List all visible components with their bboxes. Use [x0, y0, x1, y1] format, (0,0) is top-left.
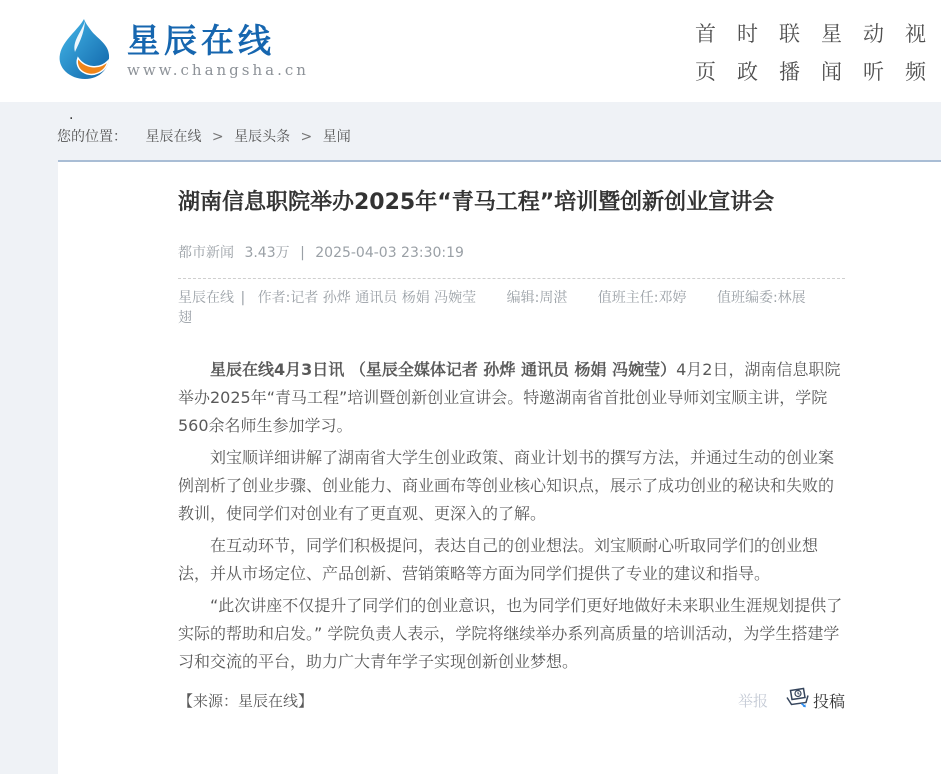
breadcrumb-link-home[interactable]: 星辰在线: [145, 129, 202, 145]
meta-datetime: 2025-04-03 23:30:19: [315, 245, 464, 261]
breadcrumb-separator: >: [300, 129, 313, 145]
meta-view-count: 3.43万: [244, 245, 290, 261]
article-title: 湖南信息职院举办2025年“青马工程”培训暨创新创业宣讲会: [178, 190, 775, 215]
article-paragraph: [178, 592, 845, 676]
article-card: [58, 160, 941, 774]
paragraph-text: 4月2日，湖南信息职院举办2025年“青马工程”培训暨创新创业宣讲会。特邀湖南省首批创业导师刘宝顺主讲，学院560余名师生参加学习。: [178, 360, 841, 435]
article-meta: [178, 242, 845, 262]
breadcrumb: [57, 126, 941, 148]
byline-editor: 编辑:周湛: [506, 290, 568, 306]
article-byline: [178, 278, 845, 328]
report-button[interactable]: 举报: [737, 691, 768, 710]
nav-item-broadcast[interactable]: 联播: [779, 22, 800, 84]
site-header: [0, 0, 941, 102]
meta-divider: |: [300, 245, 305, 261]
article-body: [178, 356, 845, 676]
logo-droplet-icon: [55, 18, 113, 84]
byline-author: 作者:记者 孙烨 通讯员 杨娟 冯婉莹: [257, 290, 477, 306]
paragraph-text: 在互动环节，同学们积极提问，表达自己的创业想法。刘宝顺耐心听取同学们的创业想法，并从市场定位、产品创新、营销策略等方面为同学们提供了专业的建议和指导。: [178, 536, 819, 583]
nav-item-home[interactable]: 首页: [695, 22, 716, 84]
byline-source: 星辰在线: [178, 290, 234, 306]
logo-url: www.changsha.cn: [127, 61, 309, 79]
breadcrumb-separator: >: [211, 129, 224, 145]
page-body: [0, 102, 941, 774]
byline-pipe: |: [240, 290, 246, 306]
nav-item-star-news[interactable]: 星闻: [821, 22, 842, 84]
article-paragraph: [178, 356, 845, 440]
breadcrumb-label: 您的位置：: [57, 129, 127, 145]
breadcrumb-area: [0, 102, 941, 148]
top-navigation: [694, 11, 931, 91]
stray-dot: .: [69, 107, 74, 123]
article-paragraph: [178, 444, 845, 528]
footer-actions: [738, 686, 845, 714]
paragraph-text: “此次讲座不仅提升了同学们的创业意识，也为同学们更好地做好未来职业生涯规划提供了实际的帮助和启发。” 学院负责人表示，学院将继续举办系列高质量的培训活动，为学生搭建学习和交流的平台，助力广大青年学子实现创新创业梦想。: [178, 596, 843, 671]
submit-envelope-icon: [784, 686, 813, 714]
paragraph-text: 刘宝顺详细讲解了湖南省大学生创业政策、商业计划书的撰写方法，并通过生动的创业案例剖析了创业步骤、创业能力、商业画布等创业核心知识点，展示了成功创业的秘诀和失败的教训，使同学们对创业有了更直观、更深入的了解。: [178, 448, 835, 523]
site-logo[interactable]: [55, 18, 309, 84]
byline-duty-committee: 值班编委:林展翅: [178, 290, 806, 326]
submit-label: 投稿: [812, 691, 845, 711]
breadcrumb-link-headlines[interactable]: 星辰头条: [234, 129, 291, 145]
article-paragraph: [178, 532, 845, 588]
source-label: 【来源：星辰在线】: [178, 691, 314, 710]
breadcrumb-link-star-news[interactable]: 星闻: [322, 129, 351, 145]
logo-title: 星辰在线: [127, 21, 275, 60]
byline-duty-director: 值班主任:邓婷: [597, 290, 687, 306]
submit-article-button[interactable]: [784, 686, 845, 714]
meta-channel: 都市新闻: [178, 245, 234, 261]
nav-item-audio[interactable]: 动听: [863, 22, 884, 84]
nav-item-politics[interactable]: 时政: [737, 22, 758, 84]
nav-item-video[interactable]: 视频: [905, 22, 926, 84]
article-footer: [178, 686, 845, 714]
paragraph-lead: 星辰在线4月3日讯 （星辰全媒体记者 孙烨 通讯员 杨娟 冯婉莹）: [210, 360, 677, 379]
